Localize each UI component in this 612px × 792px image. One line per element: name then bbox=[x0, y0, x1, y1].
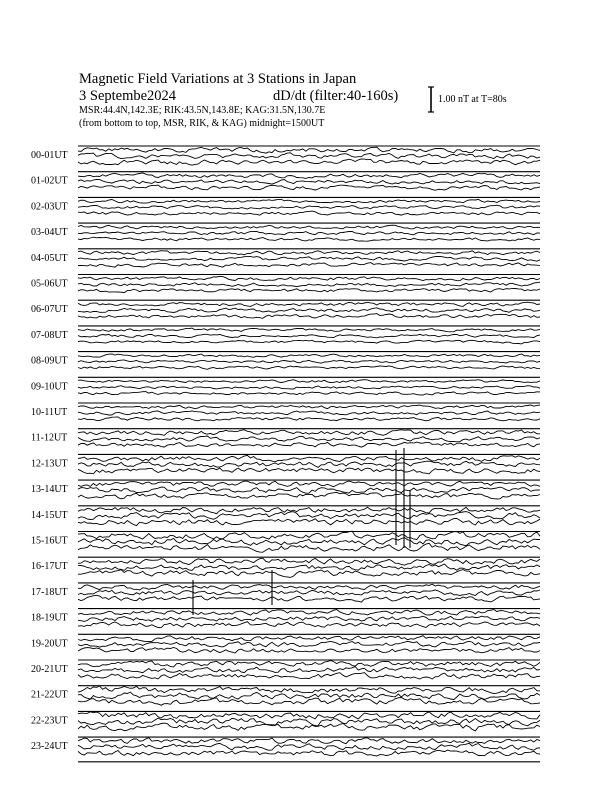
chart-title: Magnetic Field Variations at 3 Stations in Japan bbox=[79, 71, 357, 87]
trace-MSR-02-03UT bbox=[78, 211, 540, 215]
trace-KAG-20-21UT bbox=[78, 661, 540, 667]
trace-RIK-14-15UT bbox=[78, 512, 540, 520]
trace-KAG-16-17UT bbox=[78, 558, 540, 565]
trace-KAG-19-20UT bbox=[78, 636, 540, 642]
row-label-19-20UT: 19-20UT bbox=[31, 638, 68, 650]
trace-RIK-03-04UT bbox=[78, 231, 540, 234]
row-label-18-19UT: 18-19UT bbox=[31, 612, 68, 624]
trace-RIK-09-10UT bbox=[78, 386, 540, 389]
trace-KAG-17-18UT bbox=[78, 584, 540, 590]
row-label-16-17UT: 16-17UT bbox=[31, 561, 68, 573]
trace-MSR-22-23UT bbox=[78, 723, 540, 731]
trace-RIK-17-18UT bbox=[78, 590, 540, 596]
trace-KAG-13-14UT bbox=[78, 481, 540, 487]
trace-MSR-16-17UT bbox=[78, 570, 540, 578]
row-label-20-21UT: 20-21UT bbox=[31, 664, 68, 675]
trace-KAG-03-04UT bbox=[78, 225, 540, 229]
row-label-13-14UT: 13-14UT bbox=[31, 484, 68, 496]
trace-MSR-09-10UT bbox=[78, 392, 540, 395]
station-coordinates: MSR:44.4N,142.3E; RIK:43.5N,143.8E; KAG:31.5N,130.7E bbox=[79, 105, 326, 116]
trace-MSR-00-01UT bbox=[78, 159, 540, 165]
trace-RIK-08-09UT bbox=[78, 360, 540, 363]
trace-MSR-08-09UT bbox=[78, 366, 540, 369]
trace-KAG-15-16UT bbox=[78, 531, 540, 539]
scale-bar-label: 1.00 nT at T=80s bbox=[438, 94, 507, 105]
trace-RIK-05-06UT bbox=[78, 282, 540, 287]
row-label-11-12UT: 11-12UT bbox=[31, 432, 68, 444]
row-label-03-04UT: 03-04UT bbox=[31, 227, 68, 239]
trace-RIK-19-20UT bbox=[78, 641, 540, 647]
trace-KAG-11-12UT bbox=[78, 430, 540, 436]
row-label-00-01UT: 00-01UT bbox=[31, 150, 68, 161]
trace-MSR-15-16UT bbox=[78, 543, 540, 552]
quantity-label: dD/dt (filter:40-160s) bbox=[273, 88, 399, 104]
row-label-02-03UT: 02-03UT bbox=[31, 201, 68, 213]
trace-MSR-20-21UT bbox=[78, 673, 540, 679]
trace-KAG-07-08UT bbox=[78, 328, 540, 332]
row-label-14-15UT: 14-15UT bbox=[31, 509, 68, 521]
trace-RIK-07-08UT bbox=[78, 334, 540, 338]
trace-KAG-04-05UT bbox=[78, 251, 540, 255]
trace-RIK-02-03UT bbox=[78, 205, 540, 209]
row-label-21-22UT: 21-22UT bbox=[31, 689, 68, 701]
trace-KAG-23-24UT bbox=[78, 738, 540, 744]
trace-KAG-01-02UT bbox=[78, 173, 540, 179]
trace-MSR-12-13UT bbox=[78, 468, 540, 474]
trace-MSR-18-19UT bbox=[78, 622, 540, 628]
trace-MSR-14-15UT bbox=[78, 518, 540, 525]
row-label-23-24UT: 23-24UT bbox=[31, 741, 68, 753]
trace-RIK-20-21UT bbox=[78, 667, 540, 673]
trace-MSR-19-20UT bbox=[78, 648, 540, 654]
trace-MSR-05-06UT bbox=[78, 289, 540, 293]
row-label-12-13UT: 12-13UT bbox=[31, 458, 68, 470]
trace-KAG-02-03UT bbox=[78, 199, 540, 203]
trace-RIK-11-12UT bbox=[78, 436, 540, 442]
station-order-note: (from bottom to top, MSR, RIK, & KAG) midnight=1500UT bbox=[79, 118, 325, 129]
trace-RIK-13-14UT bbox=[78, 487, 540, 493]
trace-RIK-15-16UT bbox=[78, 538, 540, 546]
row-label-15-16UT: 15-16UT bbox=[31, 535, 68, 547]
trace-MSR-01-02UT bbox=[78, 185, 540, 190]
trace-KAG-10-11UT bbox=[78, 405, 540, 409]
row-label-22-23UT: 22-23UT bbox=[31, 715, 68, 727]
trace-MSR-10-11UT bbox=[78, 417, 540, 421]
trace-KAG-08-09UT bbox=[78, 354, 540, 357]
trace-MSR-21-22UT bbox=[78, 698, 540, 706]
trace-RIK-06-07UT bbox=[78, 308, 540, 313]
trace-KAG-06-07UT bbox=[78, 302, 540, 306]
trace-KAG-18-19UT bbox=[78, 610, 540, 616]
trace-RIK-21-22UT bbox=[78, 692, 540, 700]
trace-KAG-05-06UT bbox=[78, 276, 540, 280]
trace-MSR-03-04UT bbox=[78, 237, 540, 241]
row-label-09-10UT: 09-10UT bbox=[31, 381, 68, 393]
trace-RIK-00-01UT bbox=[78, 153, 540, 159]
trace-RIK-22-23UT bbox=[78, 718, 540, 726]
trace-KAG-00-01UT bbox=[78, 147, 540, 153]
trace-RIK-23-24UT bbox=[78, 743, 540, 750]
trace-MSR-17-18UT bbox=[78, 595, 540, 602]
trace-MSR-04-05UT bbox=[78, 263, 540, 268]
row-label-07-08UT: 07-08UT bbox=[31, 329, 68, 341]
trace-RIK-16-17UT bbox=[78, 564, 540, 570]
row-label-05-06UT: 05-06UT bbox=[31, 278, 68, 290]
row-label-10-11UT: 10-11UT bbox=[31, 407, 68, 418]
trace-RIK-18-19UT bbox=[78, 616, 540, 621]
trace-RIK-10-11UT bbox=[78, 411, 540, 415]
trace-MSR-11-12UT bbox=[78, 442, 540, 447]
row-label-06-07UT: 06-07UT bbox=[31, 304, 68, 316]
row-label-08-09UT: 08-09UT bbox=[31, 355, 68, 367]
trace-KAG-21-22UT bbox=[78, 686, 540, 694]
row-label-04-05UT: 04-05UT bbox=[31, 252, 68, 264]
date-label: 3 Septembe2024 bbox=[79, 88, 177, 104]
trace-RIK-12-13UT bbox=[78, 461, 540, 467]
trace-MSR-06-07UT bbox=[78, 314, 540, 319]
trace-MSR-23-24UT bbox=[78, 750, 540, 756]
trace-RIK-01-02UT bbox=[78, 179, 540, 184]
trace-MSR-07-08UT bbox=[78, 340, 540, 344]
row-label-01-02UT: 01-02UT bbox=[31, 175, 68, 187]
row-label-17-18UT: 17-18UT bbox=[31, 586, 68, 598]
trace-KAG-09-10UT bbox=[78, 380, 540, 383]
trace-RIK-04-05UT bbox=[78, 256, 540, 261]
trace-KAG-22-23UT bbox=[78, 712, 540, 719]
trace-KAG-14-15UT bbox=[78, 507, 540, 514]
trace-KAG-12-13UT bbox=[78, 455, 540, 461]
